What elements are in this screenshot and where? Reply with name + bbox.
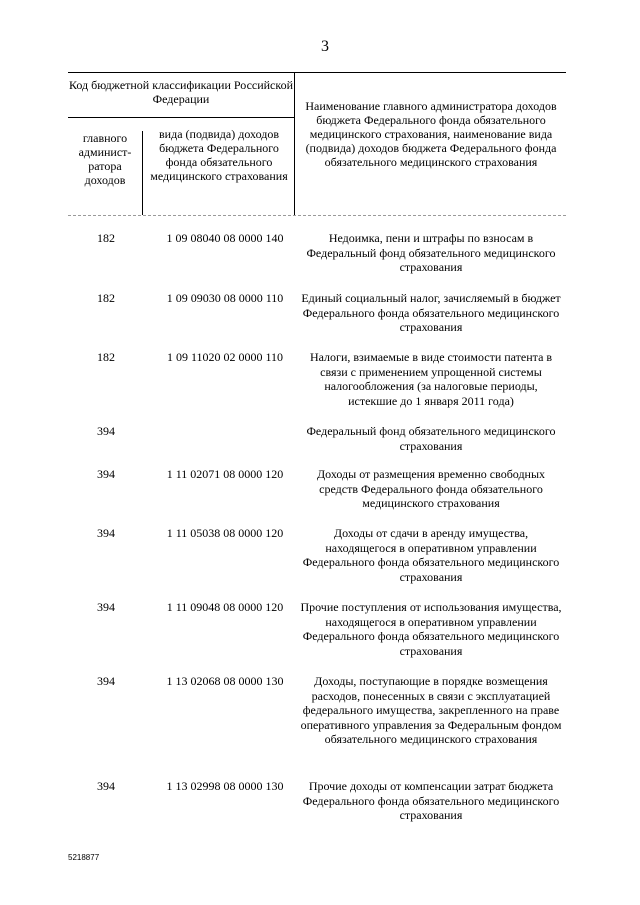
- admin-code: 394: [97, 424, 115, 438]
- income-name: Доходы, поступающие в порядке возмещения расходов, понесенных в связи с эксплуатацией федерального имущества, закрепленного на праве оперативного управления за Федеральным фондом обязательного медицинского страхования: [300, 674, 562, 746]
- income-code: 1 11 09048 08 0000 120: [166, 600, 284, 614]
- header-name-column: Наименование главного администратора доходов бюджета Федерального фонда обязательного медицинского страхования, наименование вида (подвида) доходов бюджета Федерального фонда обязательного медицинского страхования: [305, 99, 557, 169]
- income-name: Единый социальный налог, зачисляемый в бюджет Федерального фонда обязательного медицинского страхования: [301, 291, 561, 334]
- income-code: 1 13 02998 08 0000 130: [166, 779, 284, 793]
- admin-code: 394: [97, 467, 115, 481]
- admin-code: 394: [97, 674, 115, 688]
- admin-code: 394: [97, 600, 115, 614]
- income-name: Доходы от размещения временно свободных средств Федерального фонда обязательного медицинского страхования: [316, 467, 546, 510]
- table-header: [68, 72, 566, 215]
- income-name: Прочие поступления от использования имущества, находящегося в оперативном управлении Федерального фонда обязательного медицинского страхования: [300, 600, 562, 658]
- document-id: 5218877: [68, 853, 100, 862]
- income-name: Прочие доходы от компенсации затрат бюджета Федерального фонда обязательного медицинского страхования: [302, 779, 560, 822]
- income-name: Доходы от сдачи в аренду имущества, находящегося в оперативном управлении Федерального фонда обязательного медицинского страхования: [302, 526, 560, 584]
- group-divider: [68, 117, 294, 118]
- header-admin-column: главного админист-ратора доходов: [78, 131, 132, 187]
- income-name: Недоимка, пени и штрафы по взносам в Федеральный фонд обязательного медицинского страхования: [306, 231, 556, 274]
- admin-code: 182: [97, 291, 115, 305]
- income-code: 1 09 09030 08 0000 110: [166, 291, 284, 305]
- admin-code: 182: [97, 350, 115, 364]
- admin-code: 182: [97, 231, 115, 245]
- column-divider: [294, 73, 295, 215]
- column-divider: [142, 131, 143, 215]
- income-code: 1 11 02071 08 0000 120: [166, 467, 284, 481]
- income-code: 1 09 11020 02 0000 110: [166, 350, 284, 364]
- admin-code: 394: [97, 779, 115, 793]
- header-group-title: Код бюджетной классификации Российской Федерации: [68, 78, 294, 106]
- income-name: Федеральный фонд обязательного медицинского страхования: [306, 424, 556, 453]
- income-name: Налоги, взимаемые в виде стоимости патента в связи с применением упрощенной системы налогообложения (за налоговые периоды, истекшие до 1 января 2011 года): [309, 350, 553, 408]
- admin-code: 394: [97, 526, 115, 540]
- page-number: 3: [321, 38, 329, 55]
- income-code: 1 11 05038 08 0000 120: [166, 526, 284, 540]
- income-code: 1 13 02068 08 0000 130: [166, 674, 284, 688]
- header-bottom-rule: [68, 215, 566, 216]
- income-code: 1 09 08040 08 0000 140: [166, 231, 284, 245]
- header-code-column: вида (подвида) доходов бюджета Федерального фонда обязательного медицинского страхования: [150, 127, 288, 183]
